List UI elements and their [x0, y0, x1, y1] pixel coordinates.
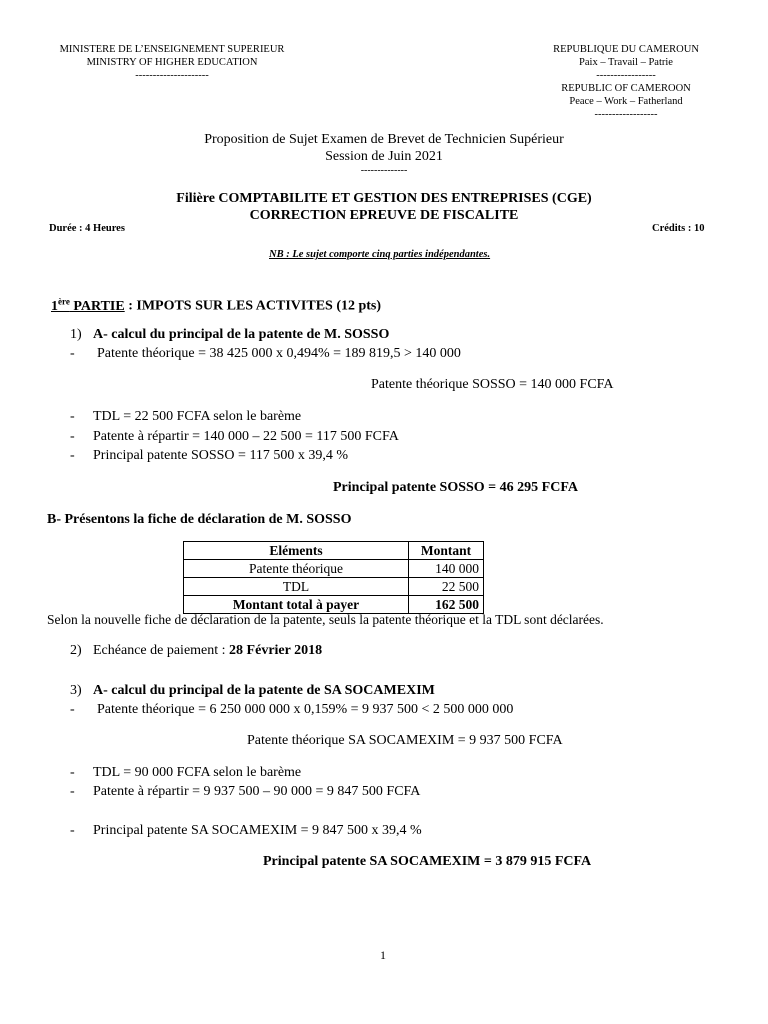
q1-item-3: Principal patente SOSSO = 117 500 x 39,4 %	[93, 448, 349, 463]
table-total-row	[184, 596, 484, 614]
q1-dash-2: -	[70, 409, 75, 424]
republic-fr: REPUBLIQUE DU CAMEROUN	[553, 44, 699, 55]
q3-item-1: TDL = 90 000 FCFA selon le barème	[93, 765, 302, 780]
table-cell: Patente théorique	[184, 560, 409, 578]
q1-item-1: TDL = 22 500 FCFA selon le barème	[93, 409, 302, 424]
exam-title: Proposition de Sujet Examen de Brevet de Technicien Supérieur	[204, 132, 564, 147]
partie-heading	[51, 296, 381, 315]
table-total-label: Montant total à payer	[184, 596, 409, 614]
republic-header	[536, 43, 716, 121]
ministry-fr: MINISTERE DE L’ENSEIGNEMENT SUPERIEUR	[59, 44, 285, 55]
ministry-header	[46, 43, 298, 82]
q1-dash-1: -	[70, 346, 75, 361]
qb-note: Selon la nouvelle fiche de déclaration de la patente, seuls la patente théorique et la TDL sont déclarées.	[47, 612, 604, 627]
q3-item-2: Patente à répartir = 9 937 500 – 90 000 = 9 847 500 FCFA	[93, 784, 421, 799]
q1-dash-4: -	[70, 448, 75, 463]
q2-text: Echéance de paiement :	[93, 643, 230, 658]
q3-item-3: Principal patente SA SOCAMEXIM = 9 847 500 x 39,4 %	[93, 823, 422, 838]
partie-superscript: ère	[58, 296, 70, 306]
motto-en: Peace – Work – Fatherland	[569, 96, 683, 107]
table-total-value: 162 500	[409, 596, 484, 614]
q1-title: A- calcul du principal de la patente de M. SOSSO	[93, 327, 390, 342]
q3-dash-1: -	[70, 702, 75, 717]
page-number: 1	[380, 948, 386, 962]
q2-date: 28 Février 2018	[229, 643, 323, 658]
title-divider: --------------	[360, 165, 408, 176]
q3-dash-2: -	[70, 765, 75, 780]
table-header-row	[184, 542, 484, 560]
q3-title: A- calcul du principal de la patente de SA SOCAMEXIM	[93, 683, 435, 698]
table-header-montant: Montant	[409, 542, 484, 560]
partie-subject: : IMPOTS SUR LES ACTIVITES (12 pts)	[124, 298, 382, 314]
ministry-en: MINISTRY OF HIGHER EDUCATION	[86, 57, 258, 68]
table-row	[184, 578, 484, 596]
q2-number: 2)	[70, 643, 82, 658]
q1-dash-3: -	[70, 429, 75, 444]
filiere-title: Filière COMPTABILITE ET GESTION DES ENTREPRISES (CGE)	[176, 191, 592, 206]
credits-label: Crédits : 10	[652, 223, 705, 234]
declaration-table	[183, 541, 484, 614]
epreuve-title: CORRECTION EPREUVE DE FISCALITE	[249, 208, 519, 223]
partie-number: 1	[51, 298, 58, 314]
exam-session: Session de Juin 2021	[325, 149, 443, 164]
table-header-elements: Eléments	[184, 542, 409, 560]
table-cell: 140 000	[409, 560, 484, 578]
q3-number: 3)	[70, 683, 82, 698]
q3-line-1: Patente théorique = 6 250 000 000 x 0,159% = 9 937 500 < 2 500 000 000	[97, 702, 514, 717]
q3-dash-3: -	[70, 784, 75, 799]
q1-item-2: Patente à répartir = 140 000 – 22 500 = 117 500 FCFA	[93, 429, 399, 444]
q3-result-1: Patente théorique SA SOCAMEXIM = 9 937 500 FCFA	[247, 733, 563, 748]
q1-number: 1)	[70, 327, 82, 342]
q1-line-1: Patente théorique = 38 425 000 x 0,494% = 189 819,5 > 140 000	[97, 346, 461, 361]
nb-note: NB : Le sujet comporte cinq parties indépendantes.	[269, 249, 491, 260]
partie-label: PARTIE	[69, 298, 125, 314]
table-cell: TDL	[184, 578, 409, 596]
ministry-divider: ---------------------	[135, 70, 209, 81]
republic-divider-2: ------------------	[594, 109, 658, 120]
table-cell: 22 500	[409, 578, 484, 596]
republic-divider-1: -----------------	[596, 70, 656, 81]
q1-result-2: Principal patente SOSSO = 46 295 FCFA	[333, 480, 578, 495]
q3-dash-4: -	[70, 823, 75, 838]
q1-result-1: Patente théorique SOSSO = 140 000 FCFA	[371, 377, 614, 392]
table-row	[184, 560, 484, 578]
q2-line	[93, 643, 322, 659]
motto-fr: Paix – Travail – Patrie	[579, 57, 673, 68]
q3-result-2: Principal patente SA SOCAMEXIM = 3 879 915 FCFA	[263, 854, 592, 869]
qb-title: B- Présentons la fiche de déclaration de M. SOSSO	[47, 512, 352, 527]
republic-en: REPUBLIC OF CAMEROON	[561, 83, 691, 94]
duration-label: Durée : 4 Heures	[49, 223, 125, 234]
